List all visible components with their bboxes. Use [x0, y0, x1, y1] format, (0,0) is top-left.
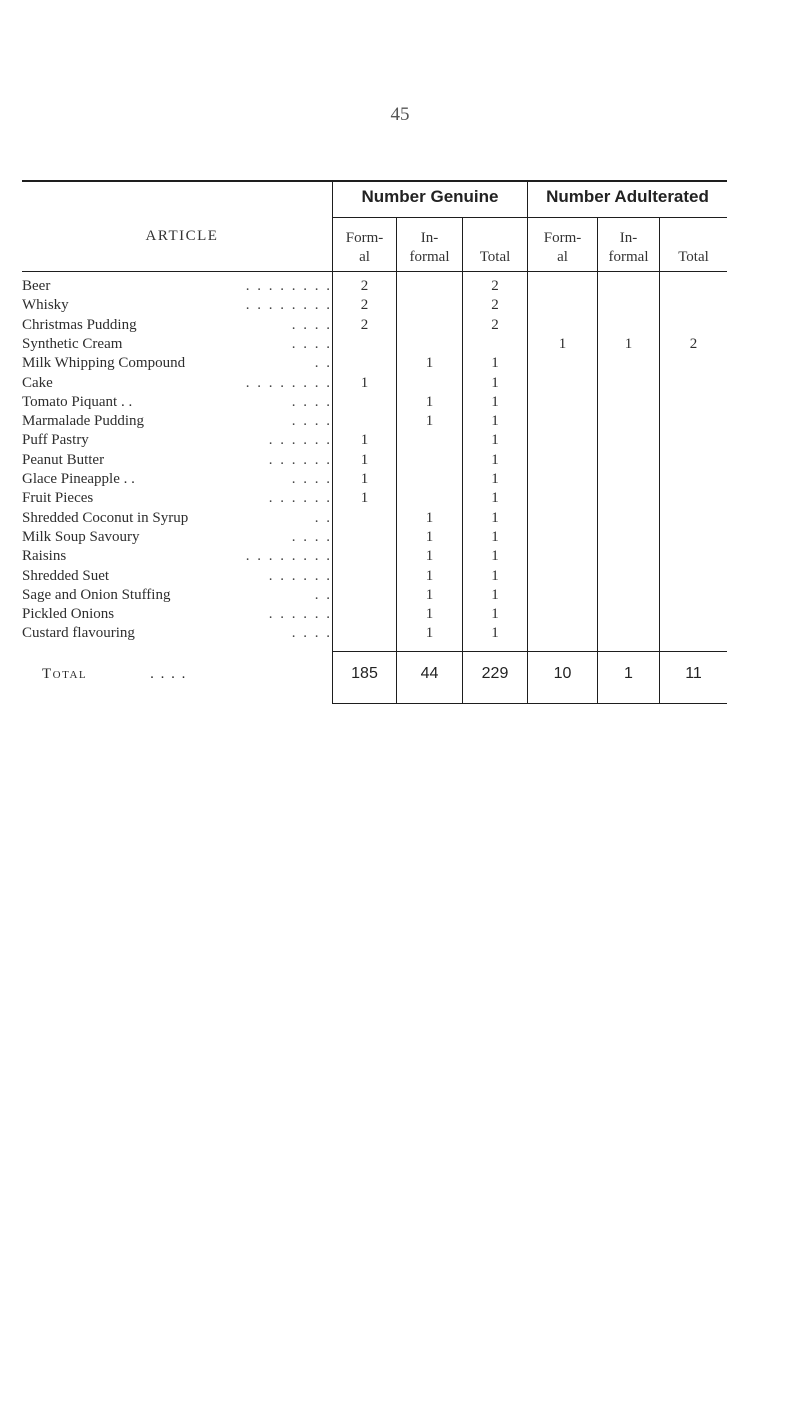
- cell-genuine-informal: 1: [425, 606, 434, 623]
- cell-genuine-total: 2: [491, 278, 499, 294]
- cell-genuine-total: 1: [491, 471, 499, 487]
- cell-genuine-total: 1: [491, 355, 499, 372]
- total-bottom-rule: [332, 703, 727, 704]
- group-header-genuine: Number Genuine: [361, 187, 499, 206]
- total-genuine-formal: 185: [351, 665, 378, 682]
- table-row: [22, 605, 727, 624]
- top-rule: [22, 180, 727, 182]
- table-row: [22, 277, 727, 296]
- cell-genuine-total: 1: [491, 432, 499, 449]
- cell-genuine-formal: 2: [360, 278, 369, 294]
- subheader-genuine-total: Total: [479, 249, 511, 265]
- cell-genuine-formal: 1: [360, 432, 369, 449]
- article-name: Puff Pastry . . . . . .: [22, 432, 332, 449]
- table-row: [22, 624, 727, 643]
- cell-genuine-formal: 1: [360, 490, 369, 507]
- table-row: [22, 374, 727, 393]
- table-row: [22, 528, 727, 547]
- subheader-genuine-informal: In- formal: [409, 230, 450, 265]
- article-name: Tomato Piquant . . . . . .: [22, 393, 332, 410]
- article-name: Milk Soup Savoury . . . .: [22, 528, 332, 545]
- article-name: Glace Pineapple . . . . . .: [22, 471, 332, 487]
- cell-genuine-total: 1: [491, 625, 499, 642]
- article-name: Milk Whipping Compound . .: [22, 355, 332, 372]
- cell-genuine-total: 1: [491, 606, 499, 623]
- inspection-table: [22, 180, 727, 720]
- article-name: Synthetic Cream . . . .: [22, 335, 332, 352]
- article-name: Marmalade Pudding . . . .: [22, 413, 332, 430]
- total-top-rule: [332, 651, 727, 652]
- cell-genuine-informal: 1: [425, 586, 434, 603]
- table-row: [22, 489, 727, 508]
- table-row: [22, 547, 727, 566]
- article-name: Custard flavouring . . . .: [22, 625, 332, 642]
- table-row: [22, 296, 727, 315]
- group-header-adulterated: Number Adulterated: [546, 187, 709, 206]
- table-row: [22, 393, 727, 412]
- cell-adulterated-informal: 1: [624, 335, 633, 352]
- cell-genuine-total: 2: [491, 297, 499, 314]
- cell-genuine-informal: 1: [425, 509, 434, 526]
- table-row: [22, 567, 727, 586]
- cell-genuine-informal: 1: [425, 548, 434, 565]
- table-row: [22, 354, 727, 373]
- table-row: [22, 316, 727, 335]
- article-name: Raisins . . . . . . . .: [22, 548, 332, 565]
- total-genuine-informal: 44: [420, 665, 439, 682]
- header-rule: [22, 271, 727, 272]
- table-row: [22, 470, 727, 489]
- cell-genuine-formal: 2: [360, 297, 369, 314]
- article-name: Shredded Coconut in Syrup . .: [22, 509, 332, 526]
- cell-genuine-total: 2: [491, 316, 499, 333]
- article-name: Peanut Butter . . . . . .: [22, 451, 332, 468]
- page-number: 45: [390, 104, 410, 125]
- cell-genuine-informal: 1: [425, 393, 434, 410]
- cell-genuine-formal: 1: [360, 374, 369, 391]
- cell-genuine-total: 1: [491, 567, 499, 584]
- table-row: [22, 335, 727, 354]
- cell-genuine-total: 1: [491, 548, 499, 565]
- total-adulterated-informal: 1: [624, 665, 633, 682]
- group-head-rule: [332, 217, 727, 218]
- total-adulterated-total: 11: [685, 665, 702, 682]
- subheader-adulterated-informal: In- formal: [608, 230, 649, 265]
- table-row: [22, 451, 727, 470]
- cell-adulterated-total: 2: [689, 335, 698, 352]
- subheader-genuine-formal: Form- al: [345, 230, 384, 265]
- total-adulterated-formal: 10: [553, 665, 572, 682]
- table-row: [22, 412, 727, 431]
- cell-genuine-formal: 1: [360, 471, 369, 487]
- total-label: Total . . . .: [42, 666, 187, 682]
- article-name: Whisky . . . . . . . .: [22, 297, 332, 314]
- cell-genuine-total: 1: [491, 413, 499, 430]
- cell-genuine-formal: 1: [360, 451, 369, 468]
- cell-genuine-informal: 1: [425, 528, 434, 545]
- subheader-adulterated-total: Total: [678, 249, 709, 265]
- article-column-header: ARTICLE: [145, 228, 219, 244]
- table-row: [22, 509, 727, 528]
- cell-genuine-informal: 1: [425, 567, 434, 584]
- cell-genuine-formal: 2: [360, 316, 369, 333]
- cell-genuine-total: 1: [491, 393, 499, 410]
- subheader-adulterated-formal: Form- al: [543, 230, 582, 265]
- table-row: [22, 431, 727, 450]
- cell-genuine-total: 1: [491, 509, 499, 526]
- cell-genuine-informal: 1: [425, 625, 434, 642]
- article-name: Fruit Pieces . . . . . .: [22, 490, 332, 507]
- article-name: Pickled Onions . . . . . .: [22, 606, 332, 623]
- cell-genuine-total: 1: [491, 490, 499, 507]
- article-name: Sage and Onion Stuffing . .: [22, 586, 332, 603]
- cell-genuine-total: 1: [491, 374, 499, 391]
- table-row: [22, 586, 727, 605]
- cell-genuine-total: 1: [491, 528, 499, 545]
- cell-genuine-informal: 1: [425, 413, 434, 430]
- article-name: Christmas Pudding . . . .: [22, 316, 332, 333]
- cell-adulterated-formal: 1: [558, 335, 567, 352]
- cell-genuine-total: 1: [491, 586, 499, 603]
- total-row: [22, 663, 727, 685]
- article-name: Shredded Suet . . . . . .: [22, 567, 332, 584]
- cell-genuine-total: 1: [491, 451, 499, 468]
- total-genuine-total: 229: [481, 665, 509, 682]
- cell-genuine-informal: 1: [425, 355, 434, 372]
- article-name: Cake . . . . . . . .: [22, 374, 332, 391]
- article-name: Beer . . . . . . . .: [22, 278, 332, 294]
